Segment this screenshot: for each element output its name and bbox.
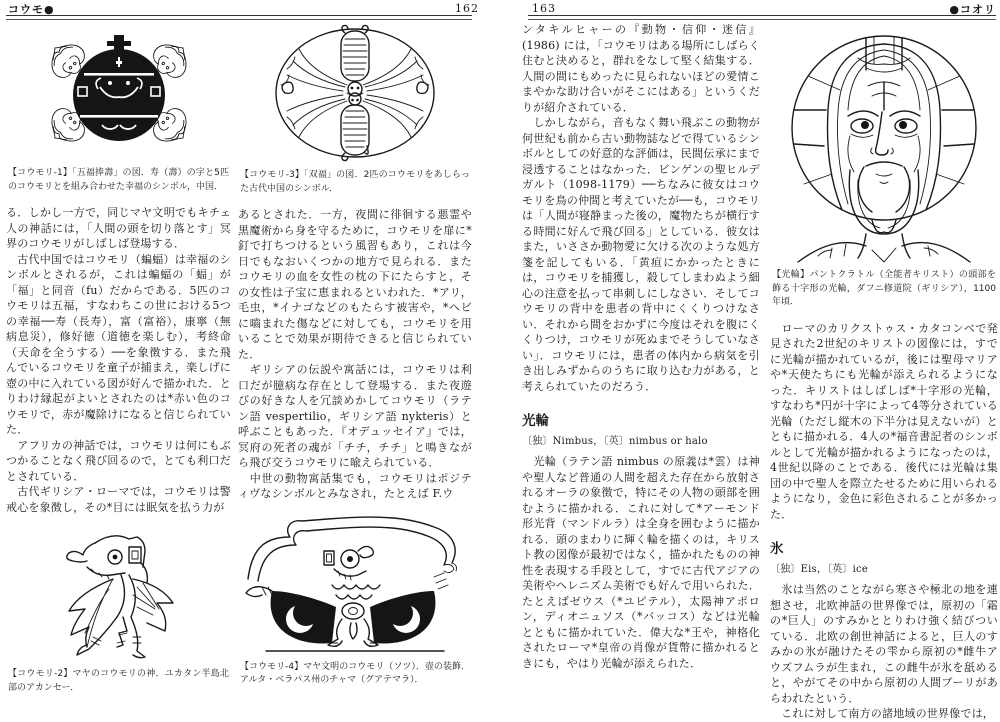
- entry-heading-ice: 氷: [770, 541, 784, 557]
- article-bat-text-continued: [522, 22, 760, 394]
- article-halo-text: [522, 454, 760, 671]
- paragraph: これに対して南方の諸地域の世界像では，: [770, 707, 994, 720]
- paragraph: アフリカの神話では，コウモリは何にもぶつかることなく飛び回るので，とても利口だとされている．: [6, 438, 231, 483]
- paragraph: ンタキルヒャーの『動物・信仰・迷信』(1986) には，「コウモリはある場所にしばらく住むと決めると，群れをなして堅く結集する．人間の間にもめったに見られないほどの愛情こまやかな助け合いがそこにはある」というくだりが紹介されている．: [522, 23, 760, 114]
- entry-languages-ice: 〔独〕Eis，〔英〕ice: [770, 564, 868, 575]
- head-rule-left: [6, 15, 472, 20]
- running-head-left: コウモ●: [8, 3, 55, 16]
- article-bat-text-col1: [6, 205, 231, 515]
- page-number-right: 163: [532, 2, 556, 15]
- paragraph: 氷は当然のことながら寒さや極北の地を連想させ，北欧神話の世界像では，原初の「霜の*巨人」のすみかととりわけ強く結びついている．北欧の創世神話によると，巨人のすみかの氷が融けたその雫から原初の*雌牛アウズフムラが生まれ，この雌牛が氷を舐めると，やがてその中から原初の人間ブーリがあらわれたという．: [770, 583, 998, 705]
- article-halo-text-col2: [770, 321, 998, 523]
- figure-koumori-3: [238, 22, 472, 164]
- figure-caption: 【コウモリ-1】「五福捧壽」の図．寿（壽）の字と5匹のコウモリとを組み合わせた幸福のシンボル，中国．: [8, 168, 229, 192]
- left-page-column-2: [238, 22, 472, 699]
- figure-caption: 【光輪】パントクラトル（全能者キリスト）の頭部を飾る十字形の光輪，ダフニ修道院（ギリシア），1100年頃．: [772, 270, 996, 307]
- paragraph: あるとされた．一方，夜間に徘徊する悪霊や黒魔術から身を守るために，コウモリを扉に*釘で打ちつけるという風習もあり，これは今日でもなおいくつかの地方で見られる．またコウモリの血を女性の枕の下にたらすと，その女性は子宝に恵まれるといわれた．*アリ，毛虫，*イナゴなどのもたらす被害や，*ヘビに嚙まれた傷などに対しても，コウモリを用いることで効果が期待できると信じられていた．: [238, 208, 472, 361]
- entry-heading-halo: 光輪: [522, 413, 549, 429]
- figure-halo-pantocrator: [770, 22, 998, 264]
- right-page-column-2: [770, 22, 998, 722]
- page-number-left: 162: [455, 2, 479, 15]
- figure-caption: 【コウモリ-4】マヤ文明のコウモリ（ソツ）．壺の装飾．アルタ・ベラパス州のチャマ（グアテマラ）．: [240, 661, 470, 685]
- double-bat-ornament-illustration: [267, 23, 443, 163]
- running-head-right: ●コオリ: [949, 3, 996, 16]
- figure-caption: 【コウモリ-3】「双福」の図．2匹のコウモリをあしらった古代中国のシンボル．: [240, 170, 470, 194]
- paragraph: 古代ギリシア・ローマでは，コウモリは警戒心を象徴し，その*目には眠気を払う力が: [6, 485, 231, 514]
- entry-languages-halo: 〔独〕Nimbus，〔英〕nimbus or halo: [522, 436, 708, 447]
- paragraph: しかしながら，音もなく舞い飛ぶこの動物が何世紀も前から古い動物誌などで得ているシンボルとしての好意的な評価は，民間伝承にまで浸透することはなかった．ビンゲンの聖ヒルデガルト（1098-1179）──ちなみに彼女はコウモリを鳥の仲間と考えていたが──も，コウモリは「人間が寝静まった後の，魔物たちが横行する時間に好んで飛び回る」としている．彼女はまた，いささか動物愛に欠ける次のような処方箋を記してもいる．「黄疸にかかったときには，コウモリを捕獲し，殺してしまわぬよう細心の注意を払って串刺しにしなさい．そしてコウモリの背中を患者の背中にくくりつけなさい．それから間をおかずに今度はそれを腹にくくりつけ，コウモリが死ぬまでそうしていなさい」．コウモリには，患者の体内から病気を引き出しみずからのうちに取り込む力がある，と考えられていたのだろう．: [522, 116, 760, 393]
- figure-koumori-4: [238, 506, 472, 656]
- head-rule-right: [528, 15, 996, 20]
- paragraph: る．しかし一方で，同じマヤ文明でもキチェ人の神話には，「人間の頭を切り落とす」冥界のコウモリがしばしば登場する．: [6, 206, 231, 250]
- five-bats-longevity-medallion-illustration: [20, 23, 218, 161]
- christ-pantocrator-halo-illustration: [788, 24, 980, 262]
- right-page-column-1: [522, 22, 760, 671]
- paragraph: ローマのカリクストゥス・カタコンベで発見された2世紀のキリストの図像には，すでに光輪が描かれているが，後には聖母マリアや*天使たちにも光輪が添えられるようになった．キリストはしばしば*十字形の光輪，すなわち*円が十字によって4等分されている光輪（ただし縦木の下半分は見えないが）とともに描かれる．4人の*福音書記者のシンボルとして光輪が描かれるようになったのは，4世紀以降のことである．後代には光輪は集団の中で聖人を際立たせるために用いられるようになり，金色に彩色されることが多かった．: [770, 321, 998, 521]
- left-page-column-1: [6, 22, 231, 706]
- paragraph: 光輪（ラテン語 nimbus の原義は*雲）は神や聖人など普通の人間を超えた存在から放射されるオーラの象徴で，特にその人物の頭部を囲むように描かれる．これに対して*アーモンド形光背（マンドルラ）は全身を囲むように描かれる．頭のまわりに輝く輪を描くのは，キリスト教の図像が最初ではなく，描かれたものの神性を表現する手段として，すでに古代アジアの美術やヘレニズム美術でも好んで用いられた．たとえばゼウス（*ユピテル），太陽神アポロン，ディオニュソス（*バッコス）などは光輪とともに描かれていた．偉大な*王や，神格化されたローマ*皇帝の肖像が貨幣に描かれるときにも，やはり光輪が添えられた．: [522, 455, 760, 670]
- paragraph: 中世の動物寓話集でも，コウモリはポジティヴなシンボルとみなされ，たとえば F.ウ: [238, 471, 472, 500]
- article-bat-text-col2: [238, 207, 472, 502]
- figure-koumori-1: [6, 22, 231, 162]
- paragraph: ギリシアの伝説や寓話には，コウモリは利口だが臆病な存在として登場する．また夜遊びの好きな人を冗談めかしてコウモリ（ラテン語 vespertilio，ギリシア語 nykteris）と呼ぶこともあった．『オデュッセイア』では，冥府の死者の魂が「チチ，チチ」と鳴きながら飛び交うコウモリに喩えられている．: [238, 363, 472, 469]
- figure-koumori-2: [6, 521, 231, 663]
- paragraph: 古代中国ではコウモリ（蝙蝠）は幸福のシンボルとされるが，これは蝙蝠の「蝠」が「福」と同音（fu）だからである．5匹のコウモリは五福，すなわちこの世における5つの幸福──寿（長寿），富（富裕），康寧（無病息災），修好徳（道徳を楽しむ），考終命（天命を全うする）──を象徴する．また飛んでいるコウモリを童子が捕まえ，楽しげに壺の中に入れている図が好んで描かれた．とりわけ縁起がよいとされたのは*赤い色のコウモリで，赤が魔除けになると信じられていた．: [6, 252, 231, 436]
- article-ice-text: [770, 582, 998, 722]
- figure-caption: 【コウモリ-2】マヤのコウモリの神．ユカタン半島北部のアカンセー．: [8, 669, 229, 693]
- maya-bat-god-illustration: [33, 523, 205, 661]
- maya-vase-bat-illustration: [238, 507, 472, 655]
